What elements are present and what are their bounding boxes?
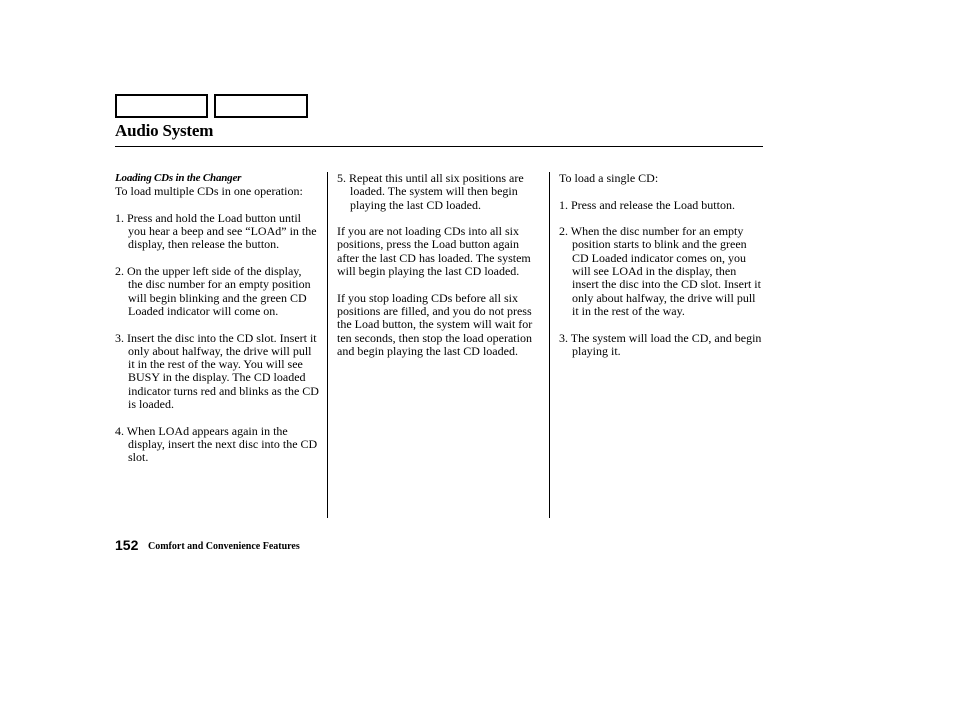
title-divider bbox=[115, 146, 763, 147]
nav-tab-box-right bbox=[214, 94, 308, 118]
column-middle bbox=[337, 172, 543, 371]
step-item: 1. Press and release the Load button. bbox=[559, 197, 735, 212]
column-right bbox=[559, 172, 765, 371]
page-title: Audio System bbox=[115, 121, 214, 140]
body-paragraph: If you are not loading CDs into all six positions, press the Load button again after the last CD has loaded. The system will begin playing the last CD loaded. bbox=[337, 224, 531, 279]
column-divider bbox=[327, 172, 328, 518]
footer-section-name: Comfort and Convenience Features bbox=[148, 541, 300, 552]
intro-paragraph: To load multiple CDs in one operation: bbox=[115, 184, 303, 199]
step-item: 2. When the disc number for an empty position starts to blink and the green CD Loaded indicator comes on, you will see LOAd in the display, then insert the disc into the CD slot. Insert it only about halfway, the drive will pull it in the rest of the way. bbox=[559, 224, 761, 318]
step-item: 4. When LOAd appears again in the display, insert the next disc into the CD slot. bbox=[115, 423, 318, 465]
step-item: 3. Insert the disc into the CD slot. Insert it only about halfway, the drive will pull it in the rest of the way. You will see BUSY in the display. The CD loaded indicator turns red and blinks as the CD is loaded. bbox=[115, 330, 319, 412]
column-divider bbox=[549, 172, 550, 518]
step-item: 1. Press and hold the Load button until you hear a beep and see “LOAd” in the display, then release the button. bbox=[115, 210, 317, 252]
section-heading: Loading CDs in the Changer bbox=[115, 172, 242, 184]
step-item: 3. The system will load the CD, and begin playing it. bbox=[559, 330, 762, 358]
body-paragraph: If you stop loading CDs before all six positions are filled, and you do not press the Load button, the system will wait for ten seconds, then stop the load operation and begin playing the last CD loaded. bbox=[337, 290, 533, 358]
intro-paragraph: To load a single CD: bbox=[559, 171, 659, 185]
nav-tab-box-left bbox=[115, 94, 208, 118]
column-left bbox=[115, 172, 319, 478]
page-number: 152 bbox=[115, 537, 139, 553]
step-item: 2. On the upper left side of the display, the disc number for an empty position will begin blinking and the green CD Loaded indicator will come on. bbox=[115, 264, 311, 318]
step-item: 5. Repeat this until all six positions are loaded. The system will then begin playing the last CD loaded. bbox=[337, 171, 524, 212]
